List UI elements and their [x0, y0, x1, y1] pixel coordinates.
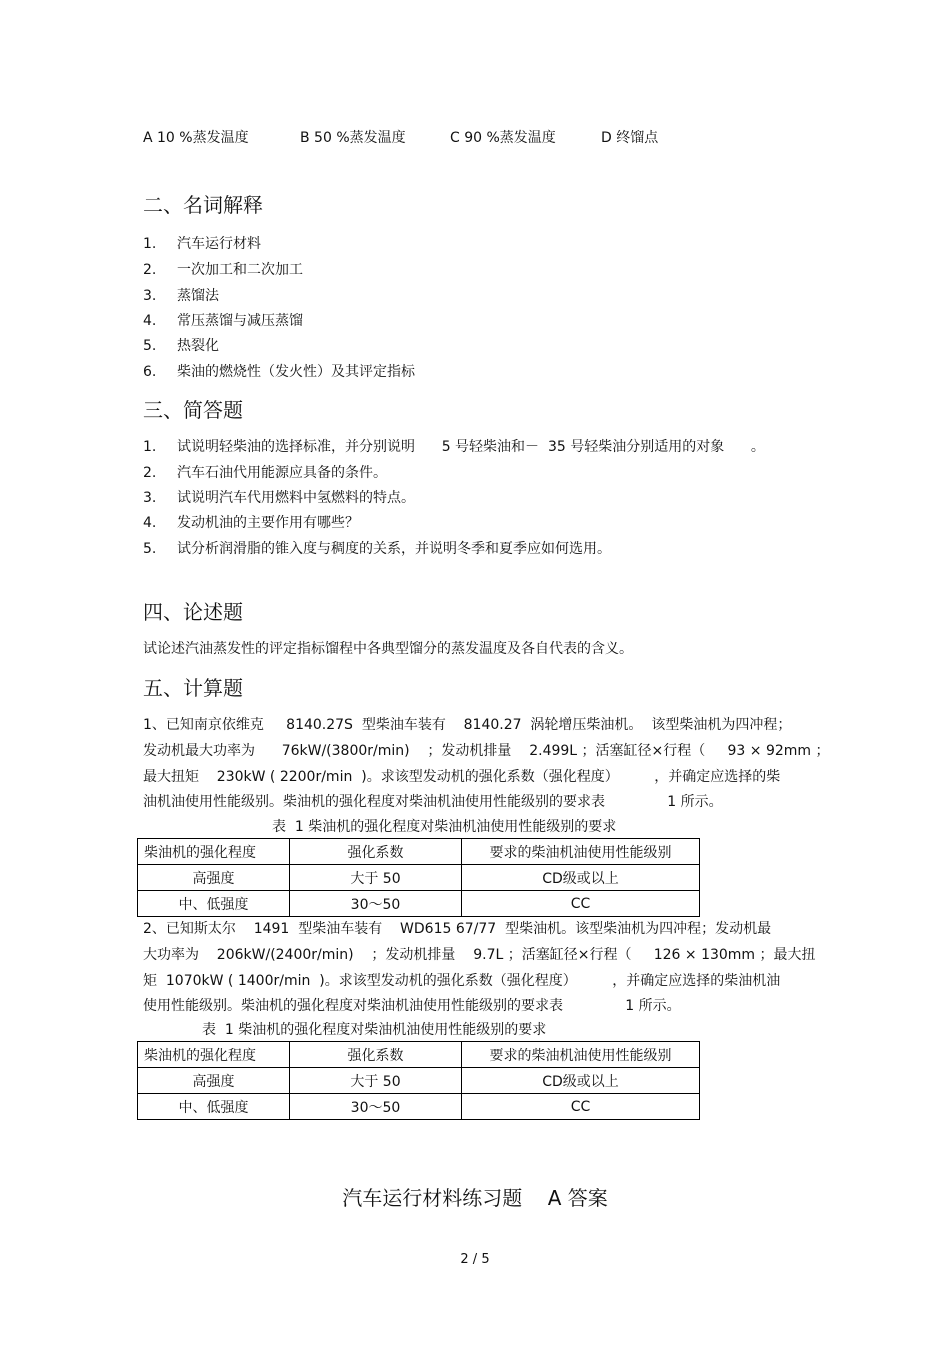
list-item: 1. 汽车运行材料: [143, 236, 261, 252]
table-1-caption: 表 1 柴油机的强化程度对柴油机油使用性能级别的要求: [272, 819, 617, 835]
table-row: [138, 865, 700, 891]
section-heading-short: 三、简答题: [143, 398, 243, 422]
table-2: [137, 1041, 700, 1120]
table-header-cell: 强化系数: [290, 1042, 462, 1068]
table-cell: CC: [462, 891, 700, 917]
list-item: 4. 常压蒸馏与减压蒸馏: [143, 313, 303, 329]
list-item: 5. 热裂化: [143, 338, 219, 354]
section-heading-essay: 四、论述题: [143, 600, 243, 624]
table-header-cell: 强化系数: [290, 839, 462, 865]
table-cell: 30～50: [290, 1094, 462, 1120]
table-header-cell: 要求的柴油机油使用性能级别: [462, 1042, 700, 1068]
option-b: B 50 %蒸发温度: [300, 130, 406, 146]
table-row: [138, 1068, 700, 1094]
table-cell: 中、低强度: [138, 1094, 290, 1120]
list-item: 3. 蒸馏法: [143, 288, 219, 304]
question-1-line: 发动机最大功率为 76kW/(3800r/min) ；发动机排量 2.499L ；活塞缸径×行程（ 93 × 92mm ；: [143, 743, 830, 759]
table-header-cell: 柴油机的强化程度: [138, 839, 290, 865]
table-cell: 30～50: [290, 891, 462, 917]
table-cell: 高强度: [138, 865, 290, 891]
question-2-line: 矩 1070kW ( 1400r/min )。求该型发动机的强化系数（强化程度） ，并确定应选择的柴油机油: [143, 973, 781, 989]
table-cell: CD级或以上: [462, 865, 700, 891]
list-item: 6. 柴油的燃烧性（发火性）及其评定指标: [143, 364, 415, 380]
question-2-line: 2、已知斯太尔 1491 型柴油车装有 WD615 67/77 型柴油机。该型柴油机为四冲程；发动机最: [143, 921, 772, 937]
table-cell: 中、低强度: [138, 891, 290, 917]
list-item: 4. 发动机油的主要作用有哪些？: [143, 515, 359, 531]
table-1: [137, 838, 700, 917]
table-2-caption: 表 1 柴油机的强化程度对柴油机油使用性能级别的要求: [202, 1022, 547, 1038]
table-row: [138, 891, 700, 917]
list-item: 1. 试说明轻柴油的选择标准，并分别说明 5 号轻柴油和－ 35 号轻柴油分别适用的对象 。: [143, 439, 765, 455]
question-1-line: 1、已知南京依维克 8140.27S 型柴油车装有 8140.27 涡轮增压柴油机。 该型柴油机为四冲程；: [143, 717, 792, 733]
question-2-line: 使用性能级别。柴油机的强化程度对柴油机油使用性能级别的要求表 1 所示。: [143, 998, 681, 1014]
table-row: [138, 1094, 700, 1120]
table-cell: CC: [462, 1094, 700, 1120]
question-2-line: 大功率为 206kW/(2400r/min) ；发动机排量 9.7L ；活塞缸径×行程（ 126 × 130mm ；最大扭: [143, 947, 816, 963]
section-heading-terms: 二、名词解释: [143, 193, 263, 217]
question-1-line: 油机油使用性能级别。柴油机的强化程度对柴油机油使用性能级别的要求表 1 所示。: [143, 794, 723, 810]
table-cell: 大于 50: [290, 865, 462, 891]
table-header-row: [138, 1042, 700, 1068]
list-item: 5. 试分析润滑脂的锥入度与稠度的关系，并说明冬季和夏季应如何选用。: [143, 541, 611, 557]
table-header-row: [138, 839, 700, 865]
table-cell: 大于 50: [290, 1068, 462, 1094]
list-item: 2. 一次加工和二次加工: [143, 262, 303, 278]
table-cell: CD级或以上: [462, 1068, 700, 1094]
table-header-cell: 柴油机的强化程度: [138, 1042, 290, 1068]
section-heading-calc: 五、计算题: [143, 676, 243, 700]
essay-question: 试论述汽油蒸发性的评定指标馏程中各典型馏分的蒸发温度及各自代表的含义。: [143, 641, 633, 657]
option-d: D 终馏点: [601, 130, 659, 146]
question-1-line: 最大扭矩 230kW ( 2200r/min )。求该型发动机的强化系数（强化程度） ，并确定应选择的柴: [143, 769, 781, 785]
answer-title: 汽车运行材料练习题 A 答案: [342, 1186, 608, 1210]
option-a: A 10 %蒸发温度: [143, 130, 249, 146]
list-item: 3. 试说明汽车代用燃料中氢燃料的特点。: [143, 490, 415, 506]
table-cell: 高强度: [138, 1068, 290, 1094]
table-header-cell: 要求的柴油机油使用性能级别: [462, 839, 700, 865]
option-c: C 90 %蒸发温度: [450, 130, 556, 146]
page-number: 2 / 5: [460, 1252, 490, 1267]
list-item: 2. 汽车石油代用能源应具备的条件。: [143, 465, 387, 481]
